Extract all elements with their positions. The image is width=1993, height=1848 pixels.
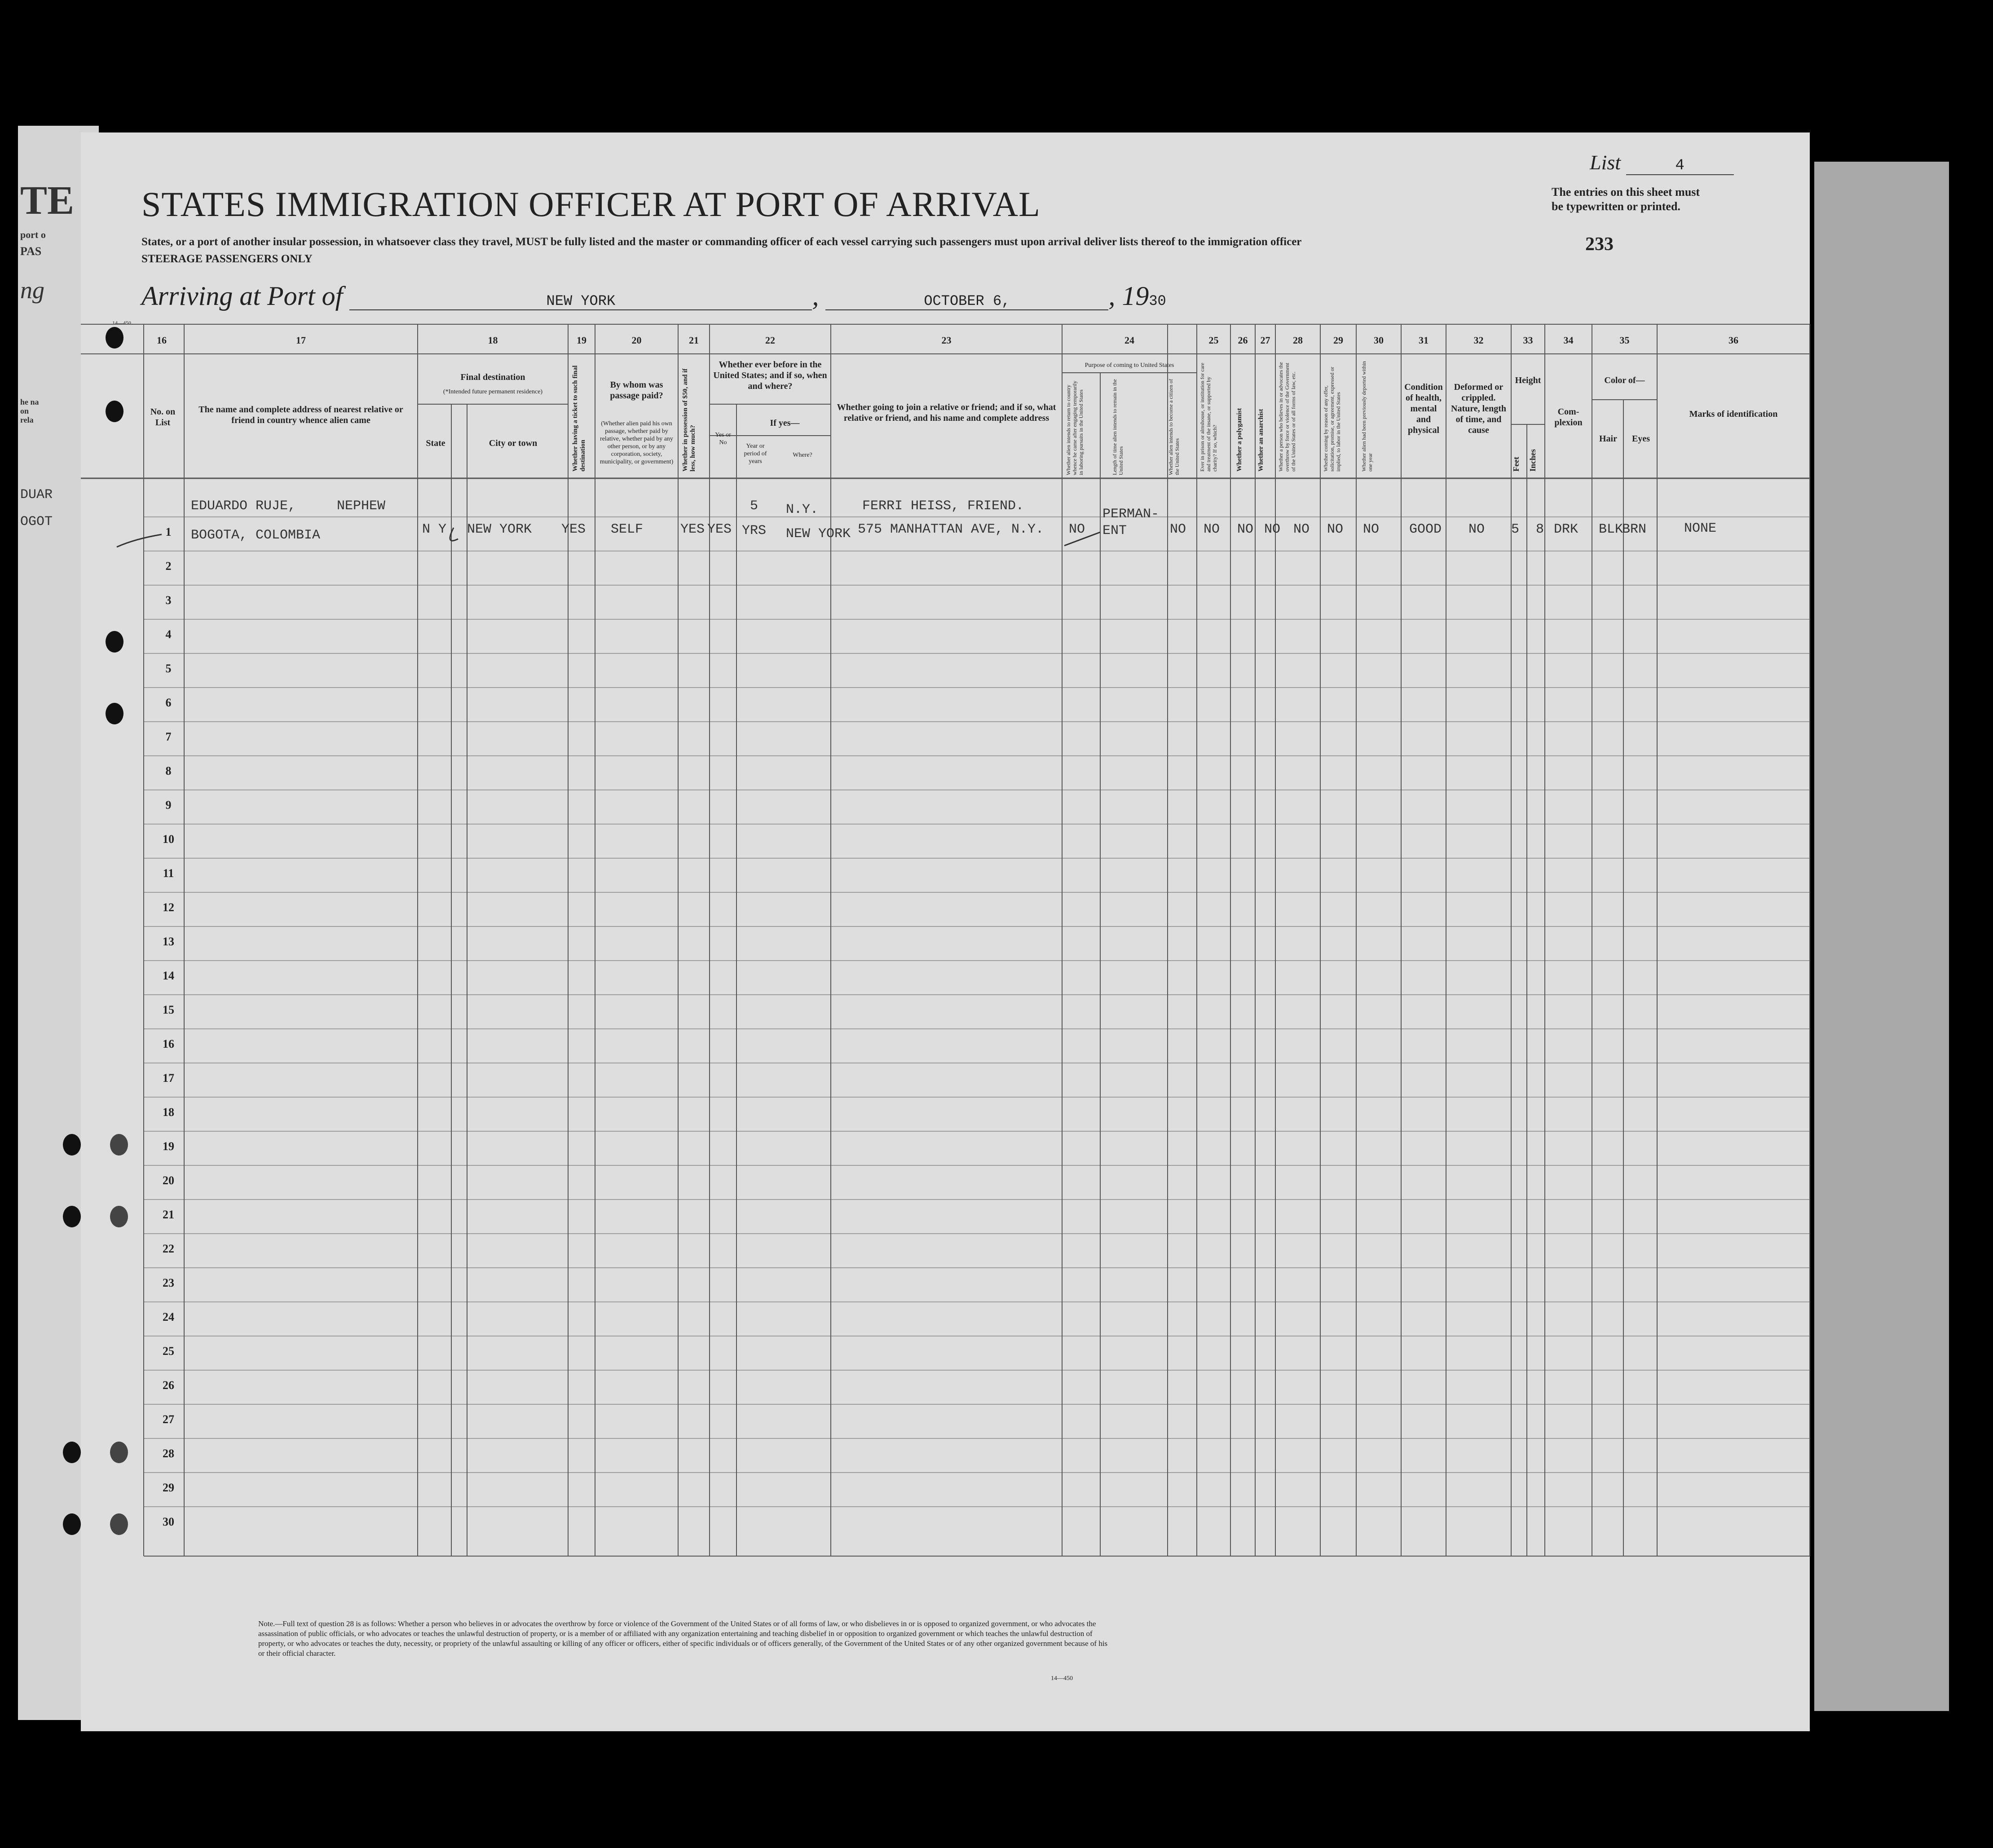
header-money: Whether in possession of $50, and if less, how much? <box>682 368 697 472</box>
entry-overthrow: NO <box>1293 522 1310 537</box>
header-deformed: Deformed or crippled. Nature, length of time, and cause <box>1451 382 1506 435</box>
row-number: 10 <box>163 833 174 846</box>
row-number: 17 <box>163 1072 174 1085</box>
entry-before-years: 5 <box>750 498 758 514</box>
column-number: 22 <box>765 335 775 346</box>
punch-hole <box>106 327 123 348</box>
header-ticket: Whether having a ticket to such final destination <box>572 365 586 472</box>
header-paid-note: (Whether alien paid his own passage, whether paid by relative, whether paid by any other person, or by any corporation, society, municipality, or government) <box>600 420 674 465</box>
column-number: 36 <box>1728 335 1738 346</box>
row-number: 20 <box>163 1174 174 1187</box>
column-number: 24 <box>1124 335 1134 346</box>
header-marks: Marks of identification <box>1689 409 1778 419</box>
column-number: 27 <box>1260 335 1270 346</box>
column-number: 25 <box>1208 335 1219 346</box>
year-suffix: 30 <box>1149 293 1166 309</box>
row-number: 16 <box>163 1037 174 1050</box>
header-deported: Whether alien had been previously deported within one year <box>1361 361 1373 472</box>
header-color: Color of— <box>1604 375 1645 385</box>
form-number: 14—450 <box>1051 1675 1073 1682</box>
column-number: 16 <box>157 335 167 346</box>
year-prefix: 19 <box>1122 281 1149 311</box>
entry-ticket: YES <box>561 522 586 537</box>
entry-money: YES <box>680 522 705 537</box>
entry-before-where-city: NEW YORK <box>786 526 851 542</box>
punch-hole <box>110 1206 128 1227</box>
header-return-intent: Whether alien intends to return to country whence he came after engaging temporarily in laboring pursuits in the United States <box>1065 380 1084 475</box>
list-label: List <box>1590 151 1621 174</box>
entry-citizen: NO <box>1170 522 1186 537</box>
header-joining: Whether going to join a relative or friend; and if so, what relative or friend, and his name and complete address <box>837 402 1056 423</box>
punch-hole <box>63 1206 81 1227</box>
punch-hole <box>63 1513 81 1535</box>
row-number: 29 <box>163 1481 174 1494</box>
row-number: 30 <box>163 1515 174 1528</box>
header-overthrow: Whether a person who believes in or advocates the overthrow by force or violence of the Government of the United States or of all forms of law, etc. <box>1278 362 1296 472</box>
row-number: 21 <box>163 1208 174 1221</box>
entry-health: GOOD <box>1409 522 1442 537</box>
row-number: 9 <box>165 798 172 812</box>
check-mark <box>450 528 458 541</box>
column-number: 30 <box>1374 335 1384 346</box>
column-number: 26 <box>1238 335 1248 346</box>
header-height: Height <box>1515 375 1541 385</box>
header-city: City or town <box>489 438 538 448</box>
entry-joining-name: FERRI HEISS, FRIEND. <box>862 498 1024 514</box>
header-length-stay: Length of time alien intends to remain in the United States <box>1111 379 1124 475</box>
check-mark <box>117 534 162 547</box>
check-mark <box>1064 532 1100 546</box>
punch-hole <box>110 1513 128 1535</box>
entry-height-feet: 5 <box>1511 522 1520 537</box>
header-relative: The name and complete address of nearest relative or friend in country whence alien came <box>198 405 403 425</box>
header-destination-note: (*Intended future permanent residence) <box>443 388 543 395</box>
entry-height-inches: 8 <box>1536 522 1544 537</box>
row-number: 18 <box>163 1106 174 1119</box>
form-code: 14—450 <box>112 320 131 326</box>
entry-hair: BLK <box>1599 522 1623 537</box>
entry-relative-address: BOGOTA, COLOMBIA <box>191 528 321 543</box>
column-number: 21 <box>689 335 699 346</box>
entry-eyes: BRN <box>1622 522 1647 537</box>
entry-marks: NONE <box>1684 521 1717 536</box>
back-sheet-fragment: PAS <box>20 245 42 258</box>
header-yes-no: Yes or No <box>715 432 731 446</box>
row-number: 12 <box>163 901 174 914</box>
header-eyes: Eyes <box>1632 434 1650 444</box>
column-number: 32 <box>1473 335 1484 346</box>
punch-hole <box>63 1134 81 1156</box>
entry-deformed: NO <box>1468 522 1485 537</box>
header-year: Year or period of years <box>744 443 767 465</box>
entry-polygamist: NO <box>1237 522 1254 537</box>
back-sheet-fragment: port o <box>20 229 46 240</box>
entry-before-yes-no: YES <box>707 522 732 537</box>
back-sheet-fragment: rela <box>20 415 34 424</box>
row-number: 23 <box>163 1276 174 1289</box>
punch-hole <box>110 1442 128 1463</box>
header-prison: Ever in prison or almshouse, or institution for care and treatment of the insane, or supported by charity? If so, which? <box>1199 362 1218 472</box>
header-anarchist: Whether an anarchist <box>1257 409 1265 472</box>
list-number: 4 <box>1626 157 1734 175</box>
header-citizen-intent: Whether alien intends to become a citizen of the United States <box>1168 379 1180 475</box>
entry-relationship: NEPHEW <box>337 498 386 514</box>
row-number: 4 <box>165 628 172 641</box>
entry-joining-address: 575 MANHATTAN AVE, N.Y. <box>858 522 1044 537</box>
entry-relative-name: EDUARDO RUJE, <box>191 498 296 514</box>
column-number: 34 <box>1563 335 1574 346</box>
instruction-line: The entries on this sheet must <box>1552 185 1700 198</box>
header-hair: Hair <box>1599 434 1617 444</box>
header-if-yes: If yes— <box>770 418 800 428</box>
row-number: 15 <box>163 1003 174 1016</box>
instruction-line: be typewritten or printed. <box>1552 200 1680 213</box>
header-where: Where? <box>793 452 812 459</box>
back-sheet-fragment: he na <box>20 397 39 406</box>
punch-hole <box>106 401 123 422</box>
footer-note: Note.—Full text of question 28 is as follows: Whether a person who believes in or advocates the overthrow by force or violence of the Government of the United States or of all forms of law, or who disbelieves in or is opposed to organized government, or who advocates the assassination of public officials, or who advocates or teaches the unlawful destruction of property, or is a member of or affiliated with any organization entertaining and teaching disbelief in or opposition to organized government or which teaches the unlawful destruction of property, or who advocates or teaches the duty, necessity, or propriety of the unlawful assaulting or killing of any officer or officers, either of specific individuals or of officers generally, of the Government of the United States or of any other organized government because of his or their official character. <box>258 1619 1108 1658</box>
row-number: 11 <box>163 867 174 880</box>
column-number: 35 <box>1619 335 1630 346</box>
back-sheet-fragment: on <box>20 406 29 415</box>
row-number: 24 <box>163 1310 174 1323</box>
column-number: 28 <box>1293 335 1303 346</box>
row-number: 8 <box>165 764 172 777</box>
header-inches: Inches <box>1528 449 1537 472</box>
row-number: 7 <box>165 730 172 743</box>
separator: , <box>812 281 826 311</box>
entry-before-where: N.Y. <box>786 502 819 517</box>
header-state: State <box>426 438 445 448</box>
punch-hole <box>110 1134 128 1156</box>
column-number: 33 <box>1523 335 1533 346</box>
header-final-destination: Final destination <box>460 372 525 382</box>
header-list-number: No. on List <box>150 407 176 428</box>
date-field: OCTOBER 6, <box>825 293 1108 310</box>
stamp-number: 233 <box>1585 234 1614 255</box>
entry-length-stay-cont: ENT <box>1102 523 1127 538</box>
subtitle: States, or a port of another insular possession, in whatsoever class they travel, MUST be fully listed and the master or commanding officer of each vessel carrying such passengers must upon arrival deliver lists thereof to the immigration officer <box>141 236 1302 248</box>
punch-hole <box>106 703 123 724</box>
header-feet: Feet <box>1512 457 1521 472</box>
column-number: 31 <box>1419 335 1429 346</box>
row-number: 3 <box>165 594 172 607</box>
column-number: 29 <box>1333 335 1343 346</box>
row-number: 13 <box>163 935 174 948</box>
header-polygamist: Whether a polygamist <box>1236 408 1243 472</box>
row-number: 1 <box>165 525 172 538</box>
row-number: 19 <box>163 1140 174 1153</box>
entry-length-stay: PERMAN- <box>1102 507 1160 522</box>
passenger-class: STEERAGE PASSENGERS ONLY <box>141 253 313 265</box>
row-number: 26 <box>163 1379 174 1392</box>
entry-complexion: DRK <box>1554 522 1579 537</box>
separator: , <box>1108 281 1122 311</box>
entry-city: NEW YORK <box>467 522 532 537</box>
entry-anarchist: NO <box>1264 522 1281 537</box>
entry-prison: NO <box>1204 522 1220 537</box>
column-number: 18 <box>488 335 498 346</box>
column-number: 19 <box>577 335 586 346</box>
row-number: 5 <box>165 662 172 675</box>
punch-hole <box>63 1442 81 1463</box>
row-number: 25 <box>163 1345 174 1358</box>
entry-labor-offer: NO <box>1327 522 1344 537</box>
arriving-label: Arriving at Port of <box>141 281 343 311</box>
column-number: 17 <box>296 335 306 346</box>
row-number: 2 <box>165 560 172 573</box>
header-purpose: Purpose of coming to United States <box>1085 362 1174 369</box>
entry-state: N Y <box>422 522 447 537</box>
header-complexion: Com-plexion <box>1554 407 1583 428</box>
punch-hole <box>106 631 123 653</box>
column-number: 23 <box>941 335 952 346</box>
back-sheet-fragment: OGOT <box>20 514 53 529</box>
entry-deported: NO <box>1363 522 1380 537</box>
header-paid-by: By whom was passage paid? <box>610 380 663 401</box>
entry-paid-by: SELF <box>611 522 644 537</box>
row-number: 22 <box>163 1242 174 1255</box>
row-number: 6 <box>165 696 172 709</box>
back-sheet-fragment: TE <box>20 178 75 223</box>
header-health: Condition of health, mental and physical <box>1404 382 1443 435</box>
back-sheet-fragment: DUAR <box>20 487 53 503</box>
column-number: 20 <box>631 335 642 346</box>
header-labor-offer: Whether coming by reason of any offer, solicitation, promise, or agreement, expressed or implied, to labor in the United States <box>1323 366 1341 472</box>
entry-return-intent: NO <box>1069 522 1085 537</box>
row-number: 14 <box>163 969 174 982</box>
header-before-us: Whether ever before in the United States; and if so, when and where? <box>713 360 827 391</box>
entry-before-years-unit: YRS <box>742 523 767 538</box>
row-number: 28 <box>163 1447 174 1460</box>
page-title: STATES IMMIGRATION OFFICER AT PORT OF ARRIVAL <box>141 185 1041 224</box>
port-field: NEW YORK <box>349 293 812 310</box>
back-sheet-fragment: ng <box>20 277 44 304</box>
row-number: 27 <box>163 1413 174 1426</box>
